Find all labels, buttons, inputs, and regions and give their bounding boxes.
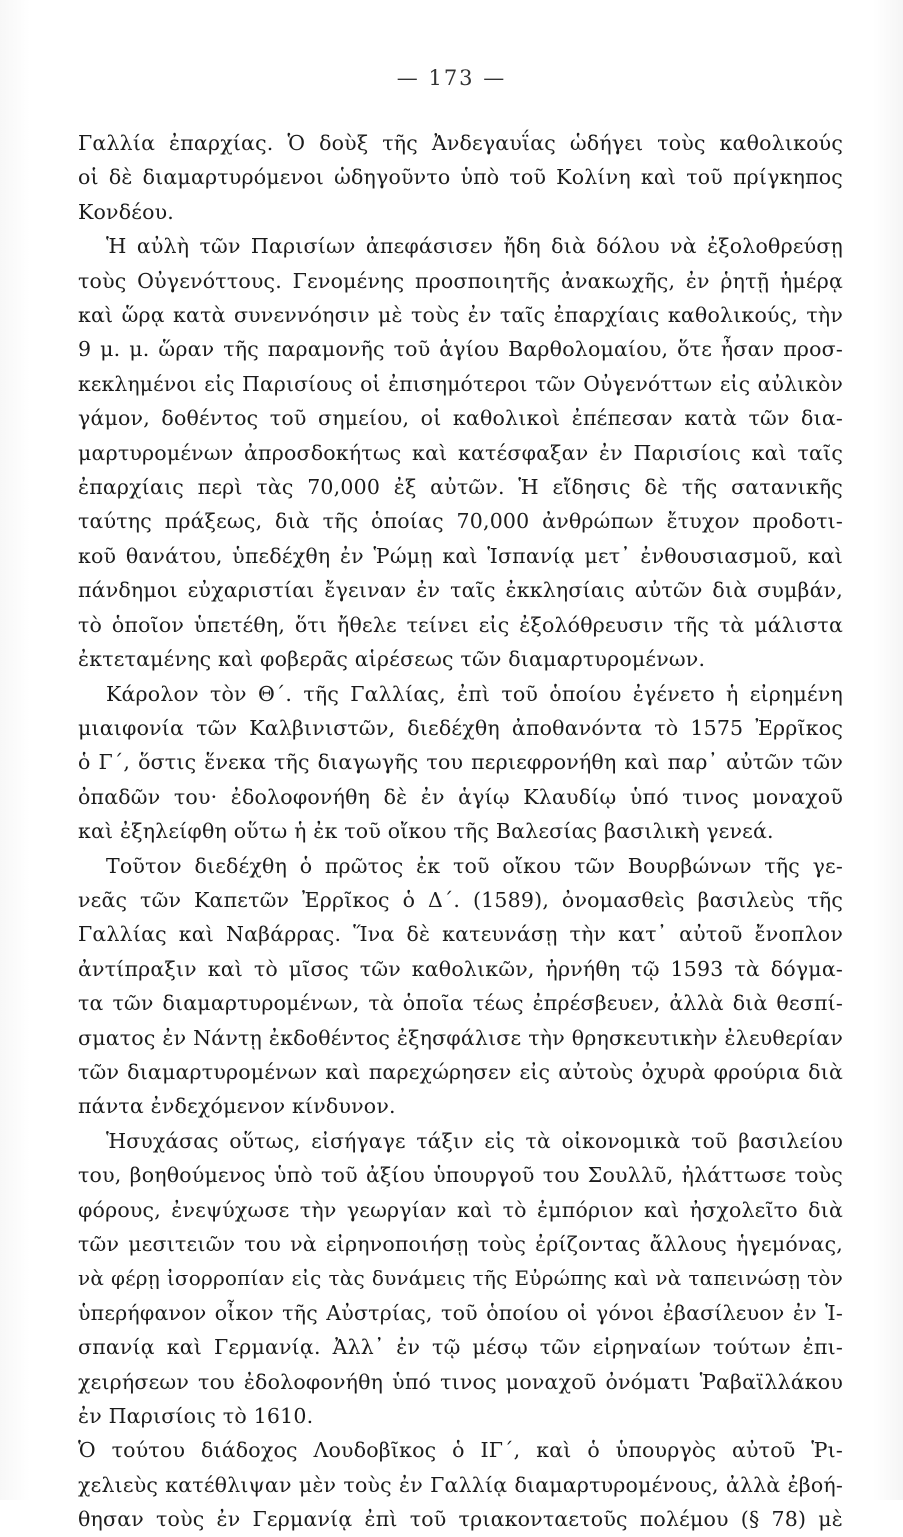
body-text (78, 126, 843, 1537)
text-line: ὁ Γ΄, ὅστις ἕνεκα τῆς διαγωγῆς του περιεφρονήθη καὶ παρ᾽ αὐτῶν τῶν (78, 750, 843, 775)
text-line: ὑπερήφανον οἶκον τῆς Αὐστρίας, τοῦ ὁποίου οἱ γόνοι ἐβασίλευον ἐν Ἱ- (78, 1300, 843, 1325)
text-line: Γαλλία ἐπαρχίας. Ὁ δοὺξ τῆς Ἀνδεγαυΐας ὡδήγει τοὺς καθολικούς (78, 131, 843, 155)
text-line: ἐκτεταμένης καὶ φοβερᾶς αἱρέσεως τῶν διαμαρτυρομένων. (78, 647, 706, 672)
text-line: μαρτυρομένων ἀπροσδοκήτως καὶ κατέσφαξαν ἐν Παρισίοις καὶ ταῖς (78, 440, 843, 465)
text-line: ἐν Παρισίοις τὸ 1610. (78, 1404, 314, 1429)
text-line: τοὺς Οὐγενόττους. Γενομένης προσποιητῆς ἀνακωχῆς, ἐν ῥητῇ ἡμέρᾳ (78, 268, 843, 293)
text-line: γάμον, δοθέντος τοῦ σημείου, οἱ καθολικοὶ ἐπέπεσαν κατὰ τῶν δια- (78, 406, 843, 431)
text-line: τὸ ὁποῖον ὑπετέθη, ὅτι ἤθελε τείνει εἰς ἐξολόθρευσιν τῆς τὰ μάλιστα (78, 612, 843, 637)
text-line: ἀντίπραξιν καὶ τὸ μῖσος τῶν καθολικῶν, ἠρνήθη τῷ 1593 τὰ δόγμα- (78, 956, 843, 981)
text-line: καὶ ὥρᾳ κατὰ συνεννόησιν μὲ τοὺς ἐν ταῖς ἐπαρχίαις καθολικούς, τὴν (78, 303, 843, 328)
text-line: πάνδημοι εὐχαριστίαι ἔγειναν ἐν ταῖς ἐκκλησίαις αὐτῶν διὰ συμβάν, (78, 578, 843, 603)
text-line: 9 μ. μ. ὥραν τῆς παραμονῆς τοῦ ἁγίου Βαρθολομαίου, ὅτε ἦσαν προσ- (78, 337, 843, 362)
text-line: χειρήσεων του ἐδολοφονήθη ὑπό τινος μοναχοῦ ὀνόματι Ῥαβαϊλλάκου (78, 1369, 843, 1394)
text-line: καὶ ἐξηλείφθη οὕτω ἡ ἐκ τοῦ οἴκου τῆς Βαλεσίας βασιλικὴ γενεά. (78, 819, 774, 844)
text-line: Ὁ τούτου διάδοχος Λουδοβῖκος ὁ ΙΓ΄, καὶ ὁ ὑπουργὸς αὐτοῦ Ῥι- (78, 1438, 843, 1463)
text-line: Κάρολον τὸν Θ΄. τῆς Γαλλίας, ἐπὶ τοῦ ὁποίου ἐγένετο ἡ εἰρημένη (106, 681, 843, 706)
text-line: ταύτης πράξεως, διὰ τῆς ὁποίας 70,000 ἀνθρώπων ἔτυχον προδοτι- (78, 509, 843, 534)
text-line: κεκλημένοι εἰς Παρισίους οἱ ἐπισημότεροι τῶν Οὐγενόττων εἰς αὐλικὸν (78, 371, 843, 396)
text-line: οἱ δὲ διαμαρτυρόμενοι ὡδηγοῦντο ὑπὸ τοῦ Κολίνη καὶ τοῦ πρίγκηπος (78, 165, 843, 190)
text-line: τῶν διαμαρτυρομένων καὶ παρεχώρησεν εἰς αὐτοὺς ὀχυρὰ φρούρια διὰ (78, 1059, 843, 1084)
text-line: μιαιφονία τῶν Καλβινιστῶν, διεδέχθη ἀποθανόντα τὸ 1575 Ἐρρῖκος (78, 715, 843, 740)
text-line: τῶν μεσιτειῶν του νὰ εἰρηνοποιήσῃ τοὺς ἐρίζοντας ἄλλους ἡγεμόνας, (78, 1232, 843, 1256)
text-line: Γαλλίας καὶ Ναβάρρας. Ἵνα δὲ κατευνάσῃ τὴν κατ᾽ αὐτοῦ ἔνοπλον (78, 922, 843, 947)
text-line: φόρους, ἐνεψύχωσε τὴν γεωργίαν καὶ τὸ ἐμπόριον καὶ ἠσχολεῖτο διὰ (78, 1197, 843, 1222)
text-line: ἐπαρχίαις περὶ τὰς 70,000 ἐξ αὐτῶν. Ἡ εἴδησις δὲ τῆς σατανικῆς (78, 475, 843, 500)
text-line: νεᾶς τῶν Καπετῶν Ἐρρῖκος ὁ Δ΄. (1589), ὀνομασθεὶς βασιλεὺς τῆς (78, 887, 843, 912)
page-number: — 173 — (396, 66, 507, 90)
text-line: του, βοηθούμενος ὑπὸ τοῦ ἀξίου ὑπουργοῦ του Σουλλῦ, ἠλάττωσε τοὺς (78, 1163, 843, 1188)
text-line: ὀπαδῶν του· ἐδολοφονήθη δὲ ἐν ἁγίῳ Κλαυδίῳ ὑπό τινος μοναχοῦ (78, 784, 843, 809)
text-line: Κονδέου. (78, 199, 175, 224)
text-line: θησαν τοὺς ἐν Γερμανίᾳ ἐπὶ τοῦ τριακονταετοῦς πολέμου (§ 78) μὲ (78, 1507, 843, 1532)
text-line: χελιεὺς κατέθλιψαν μὲν τοὺς ἐν Γαλλίᾳ διαμαρτυρομένους, ἀλλὰ ἐβοή- (78, 1472, 843, 1497)
text-line: Ἡσυχάσας οὕτως, εἰσήγαγε τάξιν εἰς τὰ οἰκονομικὰ τοῦ βασιλείου (106, 1128, 843, 1153)
text-line: τα τῶν διαμαρτυρομένων, τὰ ὁποῖα τέως ἐπρέσβευεν, ἀλλὰ διὰ θεσπί- (78, 991, 843, 1016)
text-line: νὰ φέρῃ ἰσορροπίαν εἰς τὰς δυνάμεις τῆς Εὐρώπης καὶ νὰ ταπεινώσῃ τὸν (78, 1266, 843, 1291)
text-line: Τοῦτον διεδέχθη ὁ πρῶτος ἐκ τοῦ οἴκου τῶν Βουρβώνων τῆς γε- (106, 853, 843, 878)
text-line: σματος ἐν Νάντῃ ἐκδοθέντος ἐξησφάλισε τὴν θρησκευτικὴν ἐλευθερίαν (78, 1025, 843, 1050)
text-line: σπανίᾳ καὶ Γερμανίᾳ. Ἀλλ᾽ ἐν τῷ μέσῳ τῶν εἰρηναίων τούτων ἐπι- (78, 1335, 843, 1360)
text-line: κοῦ θανάτου, ὑπεδέχθη ἐν Ῥώμῃ καὶ Ἱσπανίᾳ μετ᾽ ἐνθουσιασμοῦ, καὶ (78, 543, 843, 568)
text-line: πάντα ἐνδεχόμενον κίνδυνον. (78, 1094, 396, 1119)
text-line: Ἡ αὐλὴ τῶν Παρισίων ἀπεφάσισεν ἤδη διὰ δόλου νὰ ἐξολοθρεύσῃ (106, 234, 843, 259)
